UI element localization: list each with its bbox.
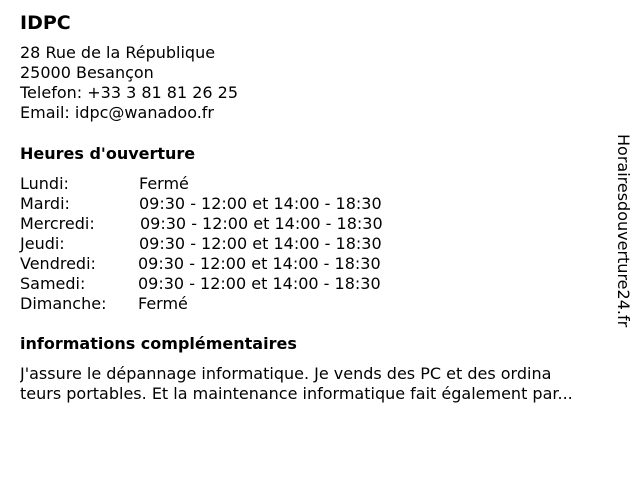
- day-label: Mercredi:: [20, 214, 95, 233]
- contact-block: [20, 43, 238, 123]
- day-hours: 09:30 - 12:00 et 14:00 - 18:30: [138, 274, 381, 293]
- business-description: [20, 364, 610, 404]
- day-hours: 09:30 - 12:00 et 14:00 - 18:30: [139, 234, 382, 253]
- hours-row-sunday: [20, 294, 440, 314]
- hours-row-wednesday: [20, 214, 440, 234]
- day-hours: 09:30 - 12:00 et 14:00 - 18:30: [139, 194, 382, 213]
- opening-hours-table: [20, 174, 440, 314]
- day-label: Jeudi:: [20, 234, 65, 253]
- hours-row-tuesday: [20, 194, 440, 214]
- day-label: Mardi:: [20, 194, 70, 213]
- site-watermark: [612, 134, 634, 348]
- opening-hours-heading: Heures d'ouverture: [20, 144, 196, 163]
- day-label: Vendredi:: [20, 254, 96, 273]
- business-name: IDPC: [20, 12, 71, 34]
- watermark-text: Horairesdouverture24.fr: [614, 134, 633, 328]
- day-label: Lundi:: [20, 174, 69, 193]
- hours-row-saturday: [20, 274, 440, 294]
- day-hours: Fermé: [138, 294, 188, 313]
- day-hours: 09:30 - 12:00 et 14:00 - 18:30: [138, 254, 381, 273]
- hours-row-thursday: [20, 234, 440, 254]
- day-label: Samedi:: [20, 274, 86, 293]
- day-hours: 09:30 - 12:00 et 14:00 - 18:30: [140, 214, 383, 233]
- hours-row-monday: [20, 174, 440, 194]
- phone-number: Telefon: +33 3 81 81 26 25: [20, 83, 239, 102]
- description-line-1: J'assure le dépannage informatique. Je vends des PC et des ordina: [20, 364, 552, 383]
- address-street: 28 Rue de la République: [20, 43, 216, 62]
- address-city: 25000 Besançon: [20, 63, 154, 82]
- description-line-2: teurs portables. Et la maintenance informatique fait également par...: [20, 384, 573, 403]
- day-hours: Fermé: [139, 174, 189, 193]
- email-address: Email: idpc@wanadoo.fr: [20, 103, 215, 122]
- business-listing: [20, 0, 615, 480]
- additional-info-heading: informations complémentaires: [20, 334, 297, 353]
- day-label: Dimanche:: [20, 294, 107, 313]
- hours-row-friday: [20, 254, 440, 274]
